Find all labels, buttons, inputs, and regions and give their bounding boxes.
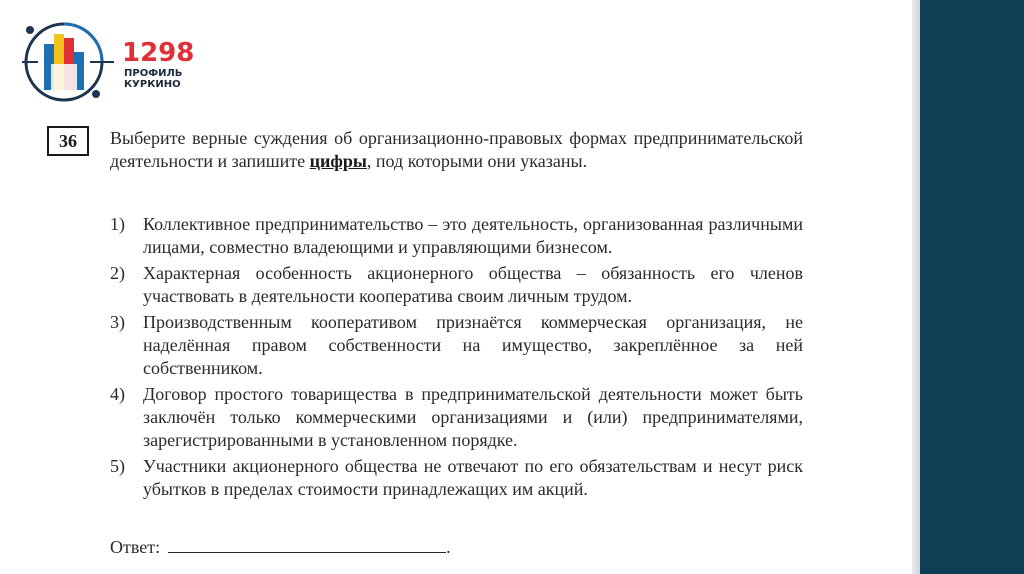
option-text: Участники акционерного общества не отвечают по его обязательствам и несут риск убытков в пределах стоимости принадлежащих им акций.	[143, 456, 803, 499]
question-text	[110, 127, 803, 173]
option-text: Характерная особенность акционерного общества – обязанность его членов участвовать в деятельности кооператива своим личным трудом.	[143, 263, 803, 306]
question-text-after: , под которыми они указаны.	[366, 151, 588, 171]
answer-blank[interactable]	[168, 534, 446, 553]
answer-row	[110, 534, 530, 559]
question-text-before: Выберите верные суждения об организационно-правовых формах предпринимательской деятельности и запишите	[110, 128, 803, 171]
option-number: 5)	[110, 456, 125, 476]
option-item	[110, 383, 803, 452]
sidebar-shadow	[912, 0, 920, 574]
option-text: Коллективное предпринимательство – это деятельность, организованная различными лицами, совместно владеющими и управляющими бизнесом.	[143, 214, 803, 257]
option-number: 3)	[110, 312, 125, 332]
question-emphasis: цифры	[309, 151, 367, 171]
option-item	[110, 311, 803, 380]
option-item	[110, 455, 803, 501]
question-number-box: 36	[47, 126, 89, 156]
option-number: 1)	[110, 214, 125, 234]
school-logo	[18, 16, 198, 111]
logo-number: 1298	[122, 38, 195, 68]
answer-label: Ответ:	[110, 537, 161, 557]
logo-line1: ПРОФИЛЬ	[124, 68, 183, 79]
options-list	[110, 213, 803, 504]
option-number: 4)	[110, 384, 125, 404]
option-number: 2)	[110, 263, 125, 283]
sidebar-band	[920, 0, 1024, 574]
option-text: Производственным кооперативом признаётся коммерческая организация, не наделённая правом собственности на имущество, закреплённое за ней собственником.	[143, 312, 803, 378]
option-item	[110, 213, 803, 259]
option-text: Договор простого товарищества в предпринимательской деятельности может быть заключён только коммерческими организациями и (или) предпринимателями, зарегистрированными в установленном порядке.	[143, 384, 803, 450]
answer-end: .	[446, 537, 451, 557]
logo-line2: КУРКИНО	[124, 79, 181, 90]
option-item	[110, 262, 803, 308]
logo-emblem	[18, 16, 118, 111]
